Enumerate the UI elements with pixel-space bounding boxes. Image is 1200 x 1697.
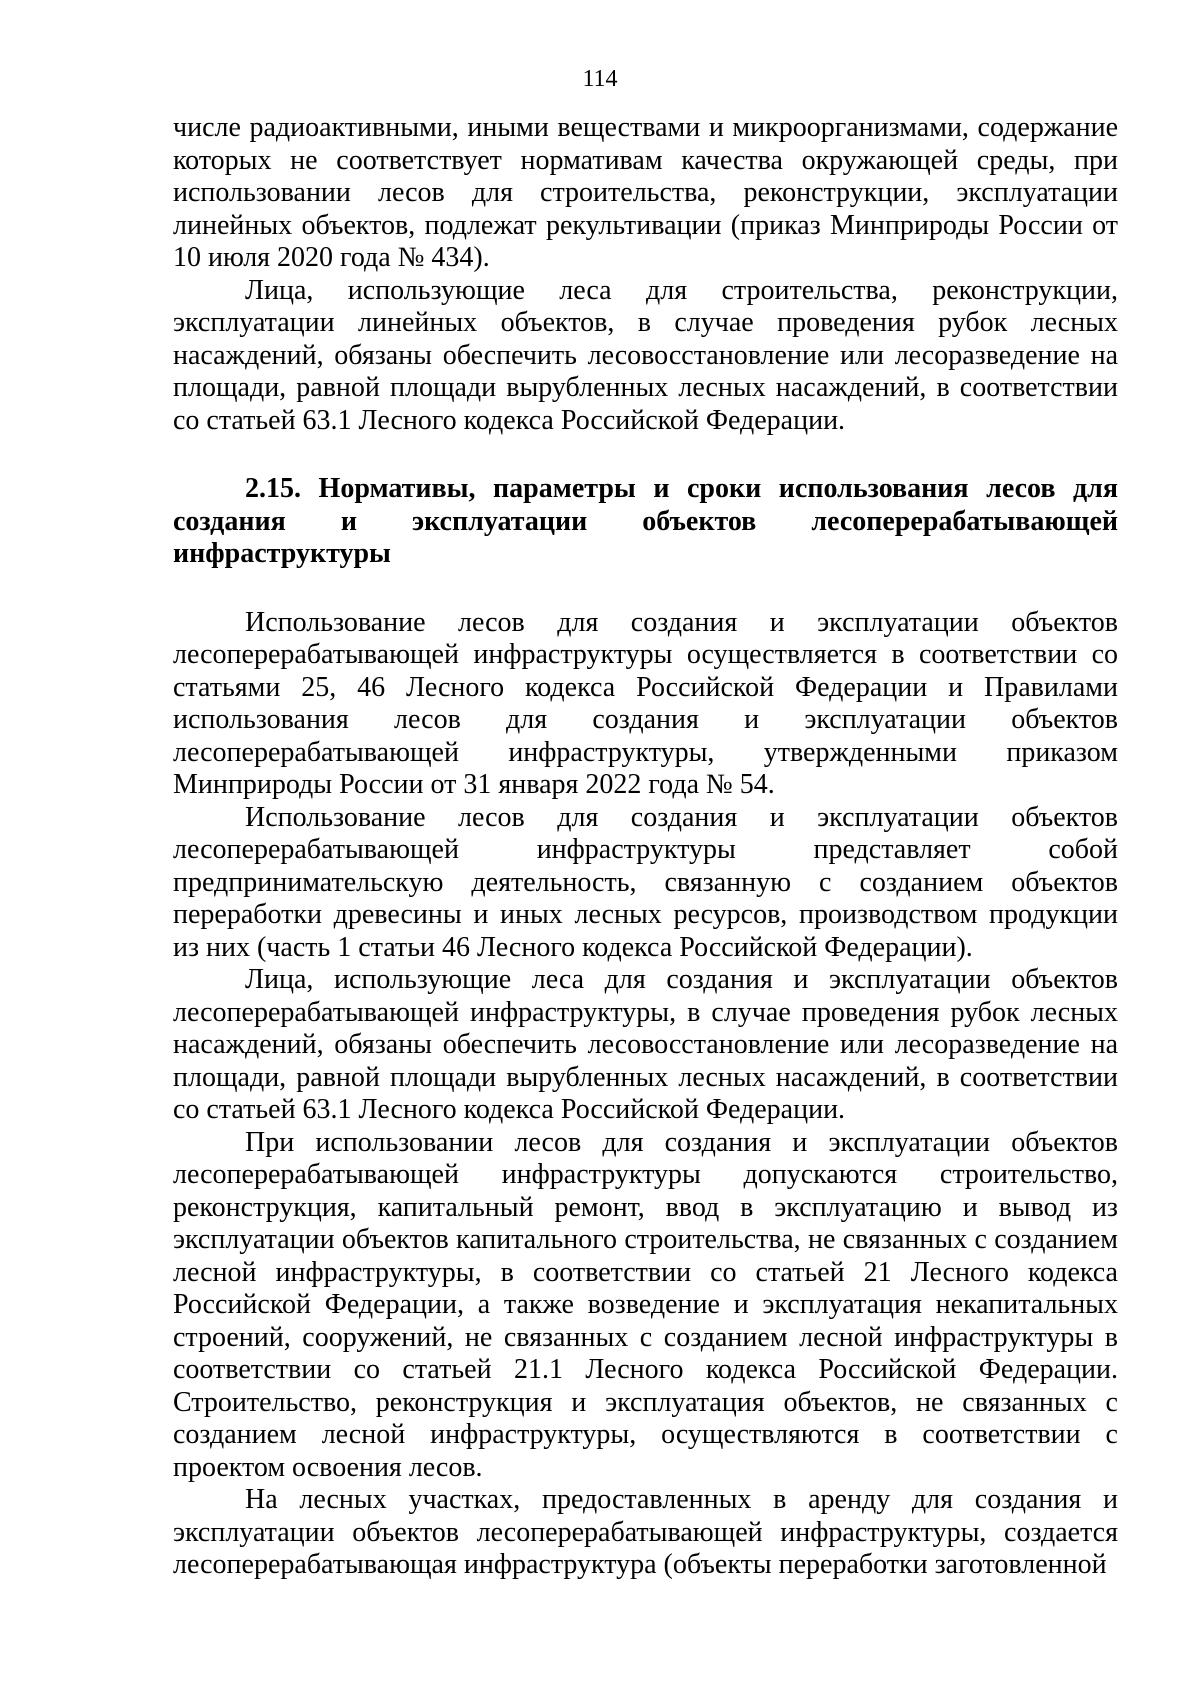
paragraph-linear-objects-reforestation: Лица, использующие леса для строительства, реконструкции, эксплуатации линейных объектов, в случае проведения рубок лесных насаждений, обязаны обеспечить лесовосстановление или лесоразведение на площади, равной площади вырубленных лесных насаждений, в соответствии со статьей 63.1 Лесного кодекса Российской Федерации.: [173, 274, 1118, 436]
paragraph-continued: числе радиоактивными, иными веществами и микроорганизмами, содержание которых не соответствует нормативам качества окружающей среды, при использовании лесов для строительства, реконструкции, эксплуатации линейных объектов, подлежат рекультивации (приказ Минприроды России от 10 июля 2020 года № 434).: [173, 112, 1118, 273]
document-body: [173, 112, 1118, 1582]
paragraph-legal-basis: Использование лесов для создания и эксплуатации объектов лесоперерабатывающей инфраструктуры осуществляется в соответствии со статьями 25, 46 Лесного кодекса Российской Федерации и Правилами использования лесов для создания и эксплуатации объектов лесоперерабатывающей инфраструктуры, утвержденными приказом Минприроды России от 31 января 2022 года № 54.: [173, 606, 1118, 800]
page-number: 114: [582, 66, 618, 92]
paragraph-entrepreneurial-activity: Использование лесов для создания и эксплуатации объектов лесоперерабатывающей инфраструктуры представляет собой предпринимательскую деятельность, связанную с созданием объектов переработки древесины и иных лесных ресурсов, производством продукции из них (часть 1 статьи 46 Лесного кодекса Российской Федерации).: [173, 801, 1118, 963]
section-heading: 2.15. Нормативы, параметры и сроки использования лесов для создания и эксплуатации объектов лесоперерабатывающей инфраструктуры: [173, 473, 1118, 569]
paragraph-leased-plots: На лесных участках, предоставленных в аренду для создания и эксплуатации объектов лесоперерабатывающей инфраструктуры, создается лесоперерабатывающая инфраструктура (объекты переработки заготовленной: [173, 1484, 1118, 1580]
paragraph-capital-construction: При использовании лесов для создания и эксплуатации объектов лесоперерабатывающей инфраструктуры допускаются строительство, реконструкция, капитальный ремонт, ввод в эксплуатацию и вывод из эксплуатации объектов капитального строительства, не связанных с созданием лесной инфраструктуры, в соответствии со статьей 21 Лесного кодекса Российской Федерации, а также возведение и эксплуатация некапитальных строений, сооружений, не связанных с созданием лесной инфраструктуры в соответствии со статьей 21.1 Лесного кодекса Российской Федерации. Строительство, реконструкция и эксплуатация объектов, не связанных с созданием лесной инфраструктуры, осуществляются в соответствии с проектом освоения лесов.: [173, 1126, 1118, 1483]
paragraph-reforestation-obligation: Лица, использующие леса для создания и эксплуатации объектов лесоперерабатывающей инфраструктуры, в случае проведения рубок лесных насаждений, обязаны обеспечить лесовосстановление или лесоразведение на площади, равной площади вырубленных лесных насаждений, в соответствии со статьей 63.1 Лесного кодекса Российской Федерации.: [173, 964, 1118, 1125]
